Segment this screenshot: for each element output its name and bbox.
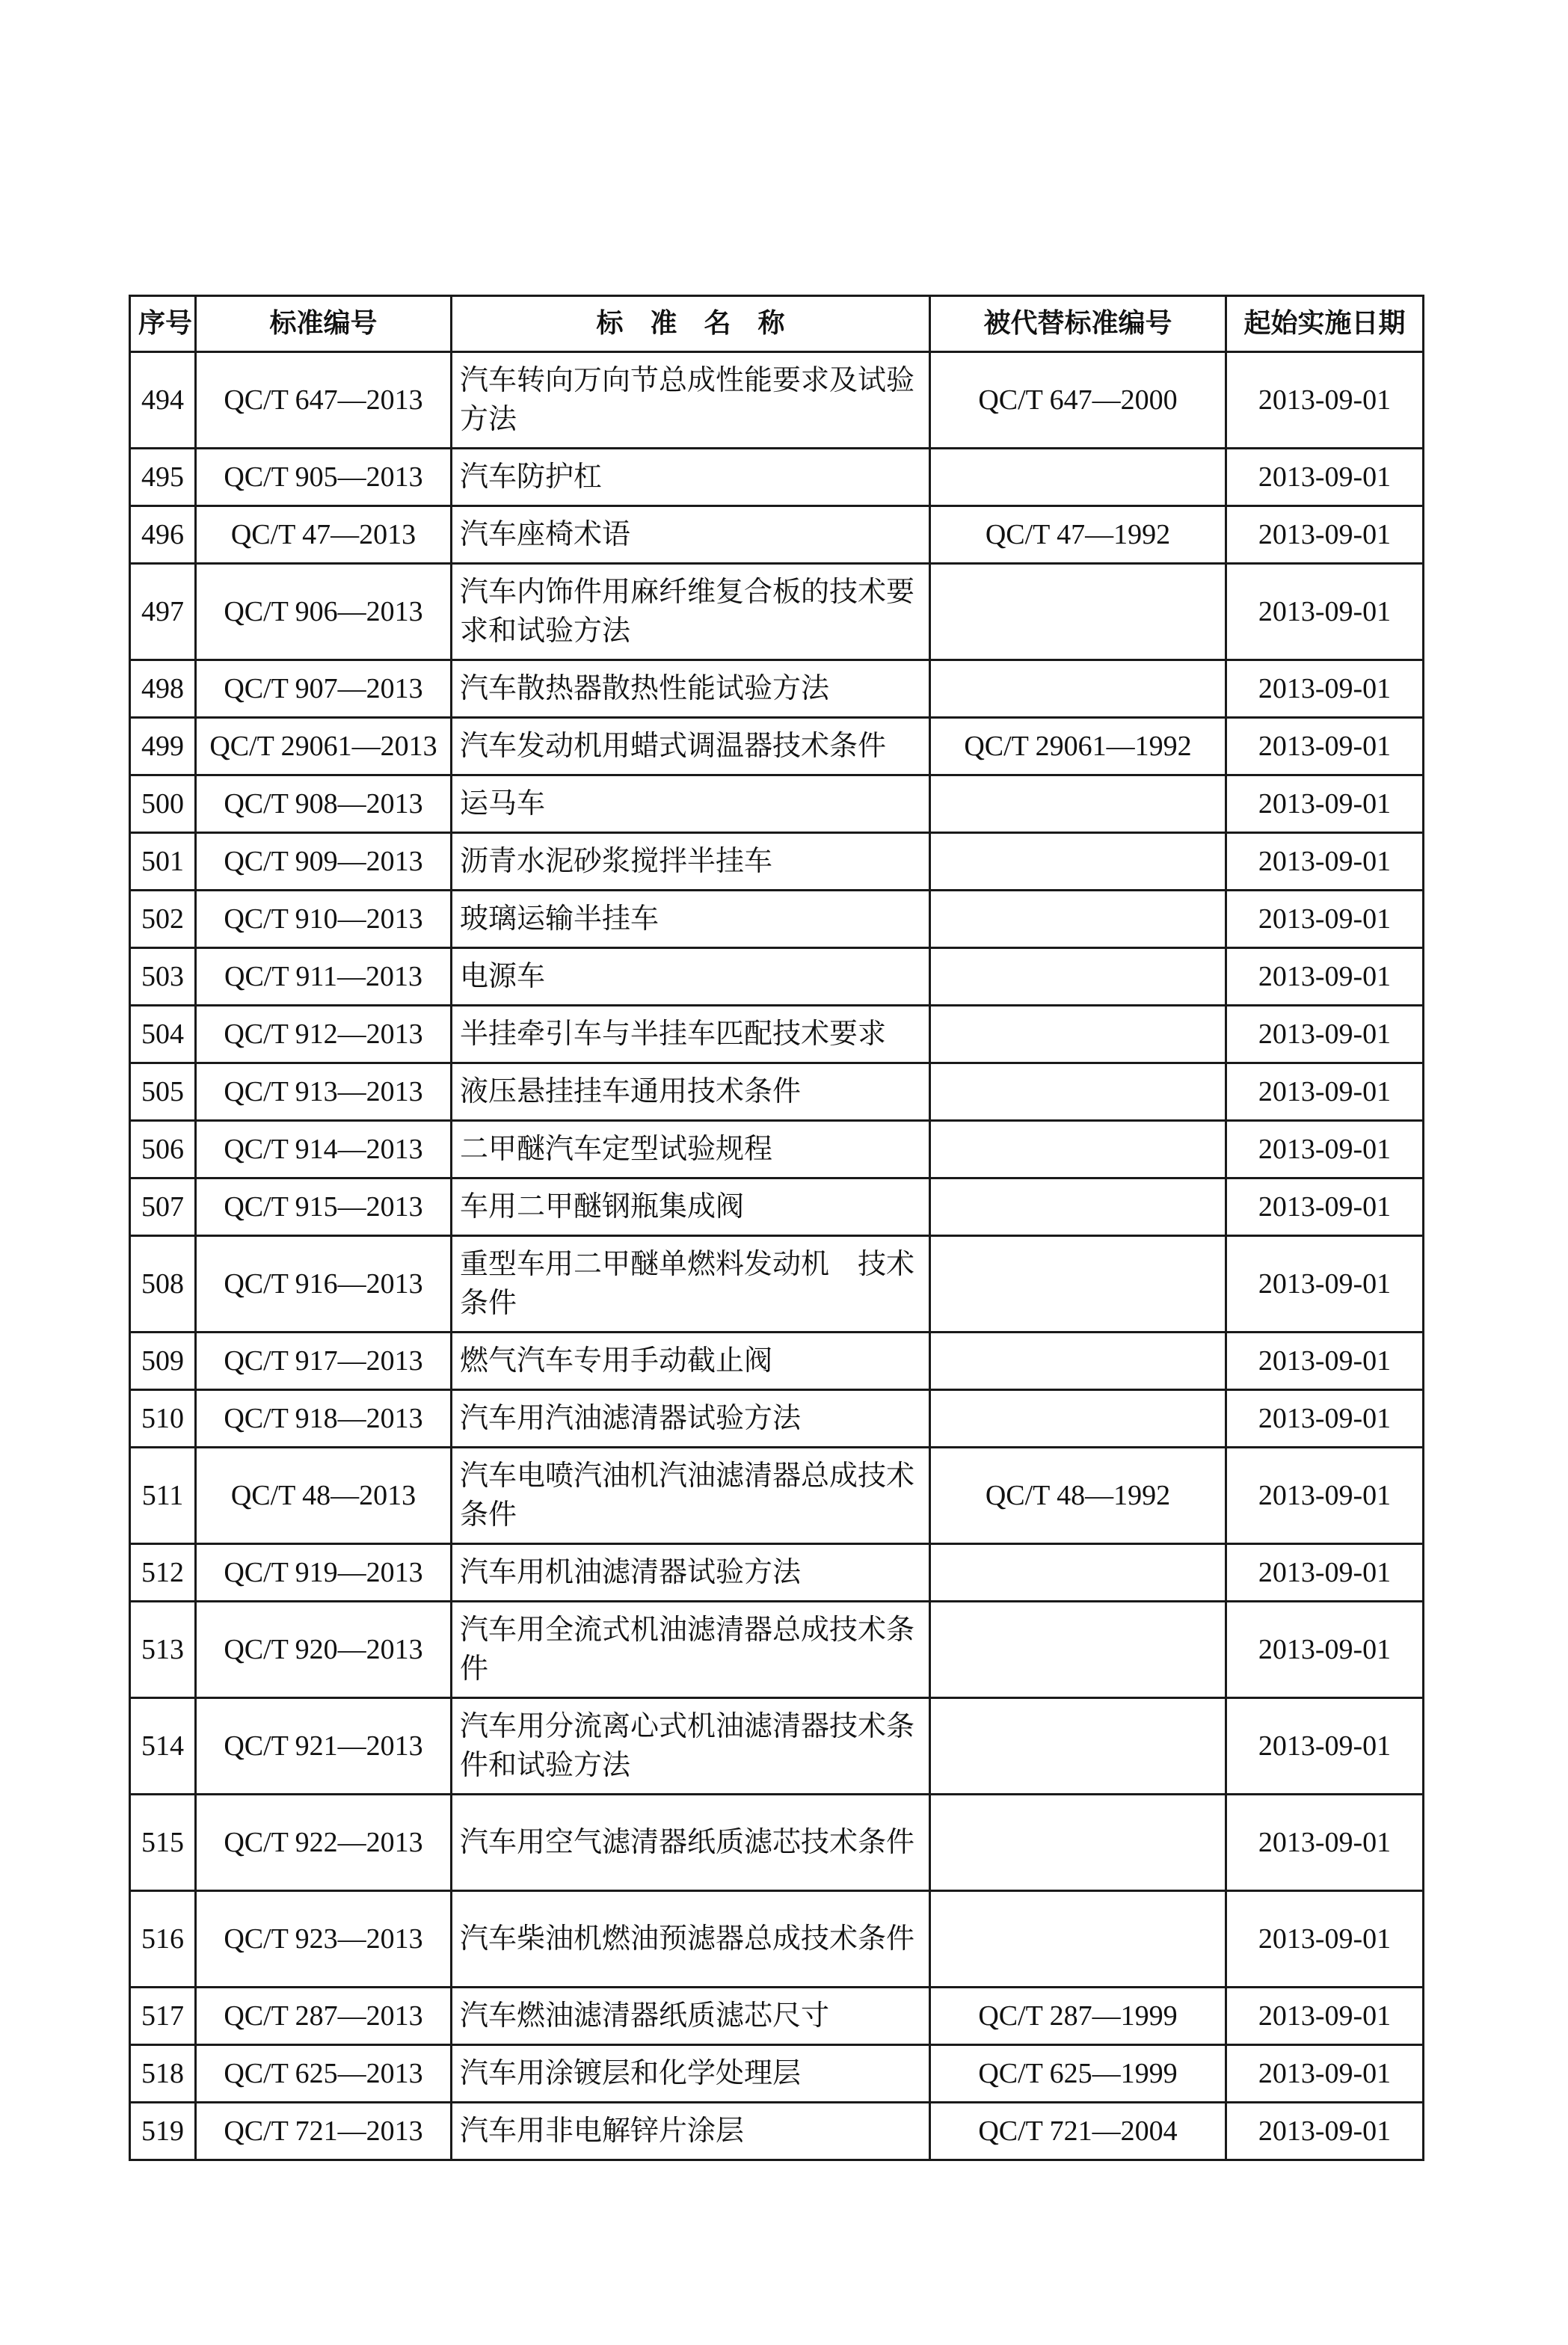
cell-date: 2013-09-01	[1226, 2045, 1424, 2103]
table-row	[130, 775, 1424, 833]
cell-seq: 499	[130, 718, 196, 775]
cell-replaced	[930, 1602, 1226, 1698]
cell-seq: 495	[130, 449, 196, 506]
cell-date: 2013-09-01	[1226, 1063, 1424, 1121]
cell-name: 汽车用全流式机油滤清器总成技术条件	[452, 1602, 930, 1698]
cell-std-no: QC/T 923—2013	[196, 1891, 452, 1988]
cell-std-no: QC/T 911—2013	[196, 948, 452, 1006]
cell-std-no: QC/T 913—2013	[196, 1063, 452, 1121]
table-row	[130, 1063, 1424, 1121]
table-row	[130, 1333, 1424, 1390]
table-row	[130, 948, 1424, 1006]
header-name: 标 准 名 称	[452, 296, 930, 352]
cell-seq: 510	[130, 1390, 196, 1448]
cell-name: 汽车柴油机燃油预滤器总成技术条件	[452, 1891, 930, 1988]
table-row	[130, 1121, 1424, 1178]
header-seq: 序号	[130, 296, 196, 352]
cell-name: 燃气汽车专用手动截止阀	[452, 1333, 930, 1390]
cell-replaced	[930, 449, 1226, 506]
table-row	[130, 1698, 1424, 1795]
cell-replaced	[930, 564, 1226, 660]
cell-seq: 496	[130, 506, 196, 564]
cell-std-no: QC/T 48—2013	[196, 1448, 452, 1544]
cell-replaced	[930, 948, 1226, 1006]
cell-std-no: QC/T 908—2013	[196, 775, 452, 833]
cell-std-no: QC/T 29061—2013	[196, 718, 452, 775]
header-date: 起始实施日期	[1226, 296, 1424, 352]
cell-seq: 518	[130, 2045, 196, 2103]
table-row	[130, 1448, 1424, 1544]
cell-std-no: QC/T 920—2013	[196, 1602, 452, 1698]
cell-replaced	[930, 1390, 1226, 1448]
cell-replaced	[930, 1795, 1226, 1891]
cell-replaced	[930, 1544, 1226, 1602]
cell-date: 2013-09-01	[1226, 660, 1424, 718]
cell-std-no: QC/T 919—2013	[196, 1544, 452, 1602]
cell-seq: 511	[130, 1448, 196, 1544]
cell-replaced	[930, 660, 1226, 718]
cell-date: 2013-09-01	[1226, 2103, 1424, 2160]
cell-date: 2013-09-01	[1226, 1602, 1424, 1698]
table-row	[130, 1006, 1424, 1063]
table-row	[130, 891, 1424, 948]
cell-replaced	[930, 1121, 1226, 1178]
cell-name: 汽车用涂镀层和化学处理层	[452, 2045, 930, 2103]
cell-std-no: QC/T 625—2013	[196, 2045, 452, 2103]
cell-replaced: QC/T 721—2004	[930, 2103, 1226, 2160]
table-row	[130, 1795, 1424, 1891]
table-row	[130, 352, 1424, 449]
cell-name: 汽车用空气滤清器纸质滤芯技术条件	[452, 1795, 930, 1891]
cell-date: 2013-09-01	[1226, 833, 1424, 891]
cell-date: 2013-09-01	[1226, 775, 1424, 833]
cell-replaced	[930, 1063, 1226, 1121]
cell-replaced: QC/T 29061—1992	[930, 718, 1226, 775]
cell-replaced	[930, 775, 1226, 833]
cell-replaced: QC/T 647—2000	[930, 352, 1226, 449]
cell-name: 汽车燃油滤清器纸质滤芯尺寸	[452, 1988, 930, 2045]
cell-name: 汽车电喷汽油机汽油滤清器总成技术条件	[452, 1448, 930, 1544]
cell-replaced	[930, 1236, 1226, 1333]
cell-date: 2013-09-01	[1226, 1121, 1424, 1178]
cell-seq: 515	[130, 1795, 196, 1891]
cell-date: 2013-09-01	[1226, 1333, 1424, 1390]
cell-replaced	[930, 891, 1226, 948]
cell-seq: 501	[130, 833, 196, 891]
cell-date: 2013-09-01	[1226, 948, 1424, 1006]
cell-seq: 503	[130, 948, 196, 1006]
cell-date: 2013-09-01	[1226, 1544, 1424, 1602]
cell-seq: 494	[130, 352, 196, 449]
table-row	[130, 2103, 1424, 2160]
cell-replaced	[930, 1178, 1226, 1236]
cell-std-no: QC/T 910—2013	[196, 891, 452, 948]
cell-name: 汽车用机油滤清器试验方法	[452, 1544, 930, 1602]
table-row	[130, 2045, 1424, 2103]
cell-std-no: QC/T 922—2013	[196, 1795, 452, 1891]
cell-replaced: QC/T 287—1999	[930, 1988, 1226, 2045]
cell-seq: 514	[130, 1698, 196, 1795]
cell-seq: 504	[130, 1006, 196, 1063]
cell-date: 2013-09-01	[1226, 564, 1424, 660]
cell-date: 2013-09-01	[1226, 1006, 1424, 1063]
cell-name: 汽车用非电解锌片涂层	[452, 2103, 930, 2160]
cell-name: 汽车防护杠	[452, 449, 930, 506]
cell-std-no: QC/T 918—2013	[196, 1390, 452, 1448]
table-row	[130, 1988, 1424, 2045]
cell-name: 汽车发动机用蜡式调温器技术条件	[452, 718, 930, 775]
cell-date: 2013-09-01	[1226, 718, 1424, 775]
table-header-row	[130, 296, 1424, 352]
cell-name: 重型车用二甲醚单燃料发动机 技术条件	[452, 1236, 930, 1333]
cell-std-no: QC/T 905—2013	[196, 449, 452, 506]
cell-seq: 508	[130, 1236, 196, 1333]
cell-replaced: QC/T 47—1992	[930, 506, 1226, 564]
table-row	[130, 1891, 1424, 1988]
table-row	[130, 718, 1424, 775]
table-row	[130, 1178, 1424, 1236]
cell-date: 2013-09-01	[1226, 1236, 1424, 1333]
header-std-no: 标准编号	[196, 296, 452, 352]
cell-name: 汽车转向万向节总成性能要求及试验方法	[452, 352, 930, 449]
cell-name: 汽车用分流离心式机油滤清器技术条件和试验方法	[452, 1698, 930, 1795]
cell-name: 半挂牵引车与半挂车匹配技术要求	[452, 1006, 930, 1063]
cell-replaced	[930, 1333, 1226, 1390]
cell-std-no: QC/T 917—2013	[196, 1333, 452, 1390]
cell-seq: 505	[130, 1063, 196, 1121]
cell-std-no: QC/T 921—2013	[196, 1698, 452, 1795]
table-row	[130, 506, 1424, 564]
cell-std-no: QC/T 915—2013	[196, 1178, 452, 1236]
cell-std-no: QC/T 287—2013	[196, 1988, 452, 2045]
cell-seq: 507	[130, 1178, 196, 1236]
cell-std-no: QC/T 721—2013	[196, 2103, 452, 2160]
cell-date: 2013-09-01	[1226, 891, 1424, 948]
cell-seq: 506	[130, 1121, 196, 1178]
table-row	[130, 1236, 1424, 1333]
cell-replaced: QC/T 625—1999	[930, 2045, 1226, 2103]
cell-name: 汽车散热器散热性能试验方法	[452, 660, 930, 718]
table-row	[130, 1544, 1424, 1602]
cell-name: 二甲醚汽车定型试验规程	[452, 1121, 930, 1178]
cell-seq: 513	[130, 1602, 196, 1698]
cell-date: 2013-09-01	[1226, 1891, 1424, 1988]
cell-name: 汽车内饰件用麻纤维复合板的技术要求和试验方法	[452, 564, 930, 660]
cell-replaced	[930, 1891, 1226, 1988]
cell-seq: 502	[130, 891, 196, 948]
cell-date: 2013-09-01	[1226, 1698, 1424, 1795]
cell-name: 玻璃运输半挂车	[452, 891, 930, 948]
cell-std-no: QC/T 47—2013	[196, 506, 452, 564]
cell-name: 液压悬挂挂车通用技术条件	[452, 1063, 930, 1121]
cell-date: 2013-09-01	[1226, 1988, 1424, 2045]
cell-std-no: QC/T 914—2013	[196, 1121, 452, 1178]
cell-std-no: QC/T 906—2013	[196, 564, 452, 660]
cell-seq: 497	[130, 564, 196, 660]
cell-std-no: QC/T 916—2013	[196, 1236, 452, 1333]
cell-date: 2013-09-01	[1226, 1448, 1424, 1544]
cell-date: 2013-09-01	[1226, 506, 1424, 564]
cell-seq: 498	[130, 660, 196, 718]
cell-std-no: QC/T 909—2013	[196, 833, 452, 891]
header-replaced: 被代替标准编号	[930, 296, 1226, 352]
cell-name: 电源车	[452, 948, 930, 1006]
cell-seq: 517	[130, 1988, 196, 2045]
cell-replaced: QC/T 48—1992	[930, 1448, 1226, 1544]
table-row	[130, 1602, 1424, 1698]
cell-name: 运马车	[452, 775, 930, 833]
table-row	[130, 660, 1424, 718]
cell-std-no: QC/T 907—2013	[196, 660, 452, 718]
cell-date: 2013-09-01	[1226, 1390, 1424, 1448]
cell-std-no: QC/T 912—2013	[196, 1006, 452, 1063]
cell-date: 2013-09-01	[1226, 352, 1424, 449]
cell-name: 汽车座椅术语	[452, 506, 930, 564]
cell-seq: 500	[130, 775, 196, 833]
cell-name: 车用二甲醚钢瓶集成阀	[452, 1178, 930, 1236]
cell-date: 2013-09-01	[1226, 1178, 1424, 1236]
cell-name: 汽车用汽油滤清器试验方法	[452, 1390, 930, 1448]
table-row	[130, 564, 1424, 660]
cell-date: 2013-09-01	[1226, 1795, 1424, 1891]
cell-replaced	[930, 1006, 1226, 1063]
cell-date: 2013-09-01	[1226, 449, 1424, 506]
table-row	[130, 833, 1424, 891]
cell-seq: 516	[130, 1891, 196, 1988]
table-row	[130, 1390, 1424, 1448]
cell-std-no: QC/T 647—2013	[196, 352, 452, 449]
cell-seq: 519	[130, 2103, 196, 2160]
standards-table	[129, 295, 1424, 2161]
cell-name: 沥青水泥砂浆搅拌半挂车	[452, 833, 930, 891]
cell-replaced	[930, 1698, 1226, 1795]
cell-seq: 512	[130, 1544, 196, 1602]
cell-seq: 509	[130, 1333, 196, 1390]
cell-replaced	[930, 833, 1226, 891]
table-row	[130, 449, 1424, 506]
